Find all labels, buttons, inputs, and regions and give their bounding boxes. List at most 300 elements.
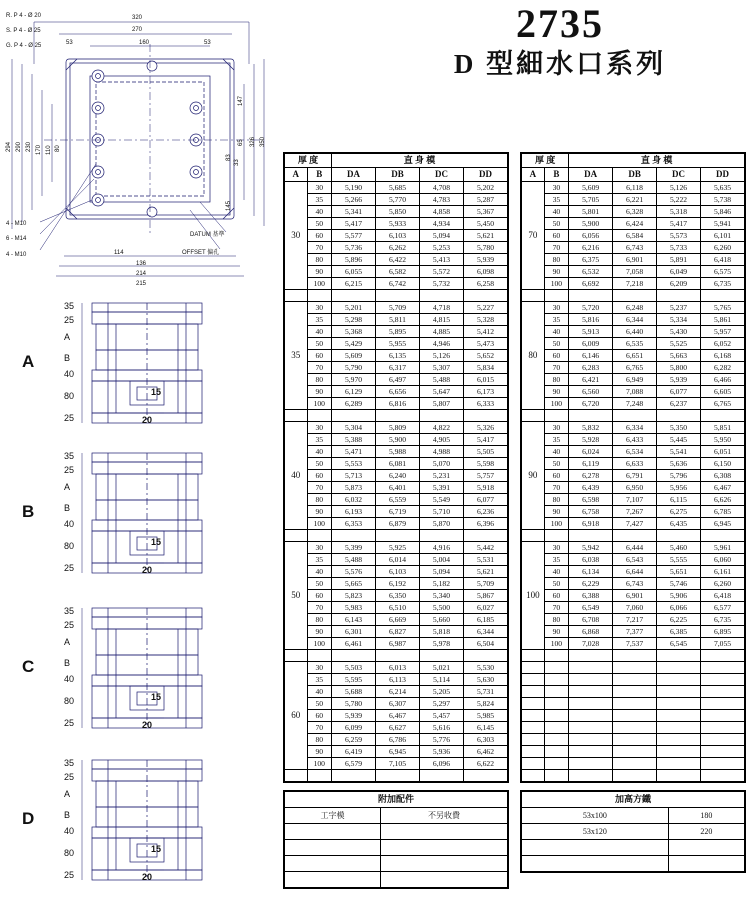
thickness-b-value: 50 [307,698,332,710]
svg-text:136: 136 [136,261,147,267]
dimension-value: 6,435 [657,518,701,530]
dimension-value: 6,462 [463,746,507,758]
table-col-dc: DC [657,168,701,182]
empty-cell [522,746,545,758]
riser-cell: 53x100 [522,808,669,824]
table-row [522,218,745,230]
empty-cell [569,662,613,674]
table-row [522,614,745,626]
dimension-value: 6,987 [376,638,420,650]
dimension-value: 5,391 [419,482,463,494]
dimension-value: 6,014 [376,554,420,566]
dimension-value: 5,665 [332,578,376,590]
table-spacer-row [285,770,508,782]
empty-cell [569,722,613,734]
svg-text:25: 25 [64,315,75,325]
thickness-b-value: 80 [307,494,332,506]
thickness-b-value: 40 [307,326,332,338]
dimension-value: 5,553 [332,458,376,470]
empty-cell [657,698,701,710]
dimension-value: 5,900 [376,434,420,446]
table-row [285,338,508,350]
svg-text:A: A [64,789,71,799]
table-row [522,638,745,650]
dimension-value: 5,776 [419,734,463,746]
table-row [522,470,745,482]
dimension-value: 7,055 [701,638,745,650]
table-row [285,482,508,494]
dimension-value: 6,385 [657,626,701,638]
dimension-value: 5,297 [419,698,463,710]
dimension-value: 6,559 [376,494,420,506]
dimension-value: 6,150 [701,458,745,470]
dimension-value: 5,790 [332,362,376,374]
table-row [522,194,745,206]
table-header-thickness: 厚 度 [285,154,332,168]
table-spacer-row [522,650,745,662]
table-row [522,254,745,266]
dimension-value: 4,708 [419,182,463,194]
dimension-value: 5,630 [463,674,507,686]
dimension-value: 6,375 [569,254,613,266]
table-row [285,278,508,290]
side-view-b [4,445,276,585]
dimension-value: 6,283 [569,362,613,374]
empty-cell [544,650,569,662]
empty-cell [376,650,420,662]
riser-title: 加高方鐵 [522,792,745,808]
table-row [285,362,508,374]
dimension-value: 5,956 [657,482,701,494]
dimension-value: 6,081 [376,458,420,470]
thickness-b-value: 35 [544,554,569,566]
dimension-value: 5,182 [419,578,463,590]
dimension-value: 6,027 [463,602,507,614]
table-row [285,230,508,242]
empty-cell [657,722,701,734]
svg-text:80: 80 [55,145,61,152]
table-col-db: DB [376,168,420,182]
thickness-b-value: 90 [307,506,332,518]
svg-text:15: 15 [151,387,162,397]
accessory-cell [381,872,508,888]
dimension-value: 5,811 [376,314,420,326]
svg-text:20: 20 [142,720,153,730]
table-header-straight: 直 身 模 [332,154,508,168]
dimension-value: 5,895 [376,326,420,338]
dimension-value: 6,262 [376,242,420,254]
dimension-value: 5,021 [419,662,463,674]
table-row [522,446,745,458]
table-spacer-row [522,290,745,302]
svg-text:6 - M14: 6 - M14 [6,236,27,242]
dimension-value: 6,598 [569,494,613,506]
thickness-b-value: 30 [544,302,569,314]
thickness-b-value: 70 [307,482,332,494]
riser-cell: 220 [668,824,744,840]
empty-cell [701,746,745,758]
table-row [522,182,745,194]
dimension-value: 6,421 [569,374,613,386]
dimension-value: 5,205 [419,686,463,698]
dimension-value: 5,573 [657,230,701,242]
svg-text:114: 114 [114,250,124,256]
dimension-value: 5,595 [332,674,376,686]
empty-cell [419,530,463,542]
dimension-value: 5,950 [701,434,745,446]
accessory-row [285,856,508,872]
table-row [522,386,745,398]
dimension-value: 6,248 [613,302,657,314]
svg-text:40: 40 [64,369,75,379]
dimension-value: 5,340 [419,590,463,602]
table-row [285,254,508,266]
dimension-value: 5,417 [463,434,507,446]
thickness-a-value: 70 [522,182,545,290]
dimension-value: 4,905 [419,434,463,446]
thickness-b-value: 70 [544,362,569,374]
dimension-value: 5,709 [463,578,507,590]
empty-cell [544,746,569,758]
svg-text:145: 145 [226,200,232,211]
dimension-value: 5,713 [332,470,376,482]
svg-text:80: 80 [64,541,75,551]
dimension-value: 6,096 [419,758,463,770]
dimension-value: 5,549 [419,494,463,506]
thickness-b-value: 100 [544,278,569,290]
dimension-value: 6,221 [613,194,657,206]
dimension-value: 7,088 [613,386,657,398]
table-row [522,230,745,242]
dimension-value: 6,785 [701,506,745,518]
thickness-b-value: 100 [307,278,332,290]
dimension-value: 6,918 [569,518,613,530]
dimension-value: 5,939 [463,254,507,266]
dimension-value: 5,616 [419,722,463,734]
table-row [285,626,508,638]
dimension-value: 5,731 [463,686,507,698]
table-row [285,734,508,746]
svg-text:20: 20 [142,415,153,425]
dimension-value: 6,945 [701,518,745,530]
table-row [522,482,745,494]
empty-cell [657,746,701,758]
dimension-value: 6,009 [569,338,613,350]
empty-cell [544,698,569,710]
table-row [285,710,508,722]
table-row [285,638,508,650]
svg-text:147: 147 [238,95,244,106]
empty-cell [569,746,613,758]
dimension-value: 5,413 [419,254,463,266]
dimension-value: 5,488 [419,374,463,386]
dimension-value: 6,545 [657,638,701,650]
dimension-value: 5,530 [463,662,507,674]
thickness-b-value: 35 [307,554,332,566]
dimension-value: 4,822 [419,422,463,434]
dimension-value: 6,051 [701,446,745,458]
thickness-b-value: 40 [307,446,332,458]
dimension-value: 5,388 [332,434,376,446]
table-row [285,698,508,710]
empty-cell [657,290,701,302]
empty-cell [522,734,545,746]
dimension-value: 5,287 [463,194,507,206]
dimension-value: 5,710 [419,506,463,518]
dimension-value: 5,800 [657,362,701,374]
dimension-value: 5,576 [332,566,376,578]
dimension-value: 5,094 [419,230,463,242]
empty-cell [701,770,745,782]
dimension-value: 6,237 [657,398,701,410]
riser-cell: 180 [668,808,744,824]
table-row [285,566,508,578]
empty-cell [522,530,545,542]
table-row [285,350,508,362]
dimension-value: 6,401 [376,482,420,494]
dimension-value: 5,807 [419,398,463,410]
dimension-value: 6,549 [569,602,613,614]
empty-cell [701,686,745,698]
dimension-value: 5,417 [332,218,376,230]
riser-table [520,790,746,873]
empty-cell [701,674,745,686]
thickness-b-value: 60 [544,230,569,242]
table-row [522,374,745,386]
thickness-b-value: 50 [544,338,569,350]
dimension-value: 6,353 [332,518,376,530]
dimension-value: 5,227 [463,302,507,314]
thickness-b-value: 70 [544,602,569,614]
dimension-value: 6,333 [463,398,507,410]
empty-cell [701,710,745,722]
dimension-value: 5,503 [332,662,376,674]
empty-cell [569,686,613,698]
dimension-value: 6,656 [376,386,420,398]
dimension-value: 6,060 [701,554,745,566]
thickness-b-value: 100 [544,398,569,410]
svg-text:350: 350 [260,136,266,147]
dimension-value: 6,466 [701,374,745,386]
thickness-b-value: 35 [544,434,569,446]
dimension-value: 5,647 [419,386,463,398]
thickness-b-value: 90 [544,506,569,518]
dimension-value: 5,070 [419,458,463,470]
dimension-value: 6,622 [463,758,507,770]
empty-cell [544,710,569,722]
table-row [285,518,508,530]
table-row [522,458,745,470]
table-header-thickness: 厚 度 [522,154,569,168]
dimension-value: 6,422 [376,254,420,266]
dimension-value: 5,412 [463,326,507,338]
thickness-b-value: 60 [544,350,569,362]
dimension-value: 6,418 [701,254,745,266]
dimension-value: 6,627 [376,722,420,734]
empty-cell [544,734,569,746]
empty-cell [419,410,463,422]
dimension-value: 6,258 [463,278,507,290]
table-row [285,578,508,590]
dimension-value: 5,939 [332,710,376,722]
thickness-b-value: 60 [307,230,332,242]
view-letter-b: B [22,502,35,521]
table-row [522,626,745,638]
accessory-cell [285,856,381,872]
dimension-value: 6,192 [376,578,420,590]
empty-cell [522,290,545,302]
dimension-value: 5,577 [332,230,376,242]
dimension-value: 6,275 [657,506,701,518]
dimension-value: 5,429 [332,338,376,350]
empty-cell [569,530,613,542]
svg-text:215: 215 [136,281,147,287]
empty-cell [701,758,745,770]
dimension-value: 6,510 [376,602,420,614]
dimension-value: 7,248 [613,398,657,410]
svg-text:4 - M10: 4 - M10 [6,252,27,258]
empty-cell [657,734,701,746]
dimension-value: 6,103 [376,230,420,242]
empty-cell [522,662,545,674]
table-row [285,374,508,386]
dimension-value: 6,945 [376,746,420,758]
dimension-value: 5,318 [657,206,701,218]
accessory-cell [381,856,508,872]
dimension-value: 4,783 [419,194,463,206]
riser-row [522,808,745,824]
dimension-value: 6,113 [376,674,420,686]
dimension-value: 5,746 [657,578,701,590]
dimension-value: 6,534 [613,446,657,458]
dimension-value: 5,850 [376,206,420,218]
dimension-value: 5,873 [332,482,376,494]
dimension-value: 4,718 [419,302,463,314]
empty-cell [307,650,332,662]
svg-text:25: 25 [64,870,75,880]
dimension-value: 6,719 [376,506,420,518]
top-plan-drawing [4,4,276,289]
dimension-value: 6,419 [332,746,376,758]
empty-cell [544,758,569,770]
empty-cell [522,410,545,422]
dimension-value: 5,652 [463,350,507,362]
table-row [285,326,508,338]
dimension-value: 5,801 [569,206,613,218]
table-empty-row [522,686,745,698]
empty-cell [657,662,701,674]
table-empty-row [522,746,745,758]
dimension-value: 5,705 [569,194,613,206]
page-title [380,1,740,80]
thickness-b-value: 40 [544,326,569,338]
table-header-straight: 直 身 模 [569,154,745,168]
thickness-b-value: 40 [544,446,569,458]
product-series: D 型細水口系列 [453,49,667,79]
thickness-b-value: 60 [307,710,332,722]
dimension-value: 6,260 [701,578,745,590]
dimension-value: 5,663 [657,350,701,362]
svg-text:83: 83 [226,154,232,161]
table-row [522,398,745,410]
dimension-value: 5,094 [419,566,463,578]
dimension-value: 6,101 [701,230,745,242]
dimension-value: 7,060 [613,602,657,614]
accessory-cell: 工字模 [285,808,381,824]
svg-text:40: 40 [64,519,75,529]
dimension-value: 5,635 [701,182,745,194]
dimension-value: 5,709 [376,302,420,314]
table-row [522,278,745,290]
table-row [285,554,508,566]
dimension-value: 5,906 [657,590,701,602]
dimension-value: 5,942 [569,542,613,554]
dimension-value: 5,298 [332,314,376,326]
dimension-value: 5,720 [569,302,613,314]
svg-text:4 - M10: 4 - M10 [6,221,27,227]
thickness-b-value: 80 [544,494,569,506]
dimension-value: 6,560 [569,386,613,398]
dimension-value: 5,445 [657,434,701,446]
thickness-b-value: 30 [307,662,332,674]
thickness-b-value: 90 [544,386,569,398]
svg-text:DATUM 基準: DATUM 基準 [190,232,225,238]
empty-cell [463,770,507,782]
accessory-cell [285,824,381,840]
dimension-value: 6,049 [657,266,701,278]
dimension-value: 5,609 [569,182,613,194]
empty-cell [332,290,376,302]
dimension-value: 6,098 [463,266,507,278]
table-row [285,614,508,626]
empty-cell [463,530,507,542]
svg-text:270: 270 [132,27,143,33]
table-row [285,758,508,770]
thickness-b-value: 35 [307,314,332,326]
table-empty-row [522,710,745,722]
dimension-value: 6,038 [569,554,613,566]
dimension-value: 6,575 [701,266,745,278]
svg-text:35: 35 [64,606,75,616]
table-row [285,746,508,758]
dimension-value: 7,217 [613,614,657,626]
dimension-value: 5,460 [657,542,701,554]
table-row [522,602,745,614]
dimension-value: 6,129 [332,386,376,398]
dimension-value: 5,688 [332,686,376,698]
dimension-value: 5,896 [332,254,376,266]
thickness-a-value: 90 [522,422,545,530]
thickness-b-value: 40 [544,206,569,218]
thickness-a-value: 30 [285,182,308,290]
dimension-value: 5,918 [463,482,507,494]
dimension-value: 5,126 [419,350,463,362]
table-row [285,434,508,446]
dimension-value: 6,350 [376,590,420,602]
table-spacer-row [285,530,508,542]
svg-text:A: A [64,637,71,647]
thickness-b-value: 80 [544,614,569,626]
table-col-dd: DD [701,168,745,182]
dimension-value: 5,816 [569,314,613,326]
thickness-b-value: 100 [544,638,569,650]
empty-cell [463,290,507,302]
svg-text:B: B [64,658,71,668]
table-row [522,422,745,434]
thickness-b-value: 90 [544,626,569,638]
dimension-value: 6,278 [569,470,613,482]
dimension-value: 5,651 [657,566,701,578]
